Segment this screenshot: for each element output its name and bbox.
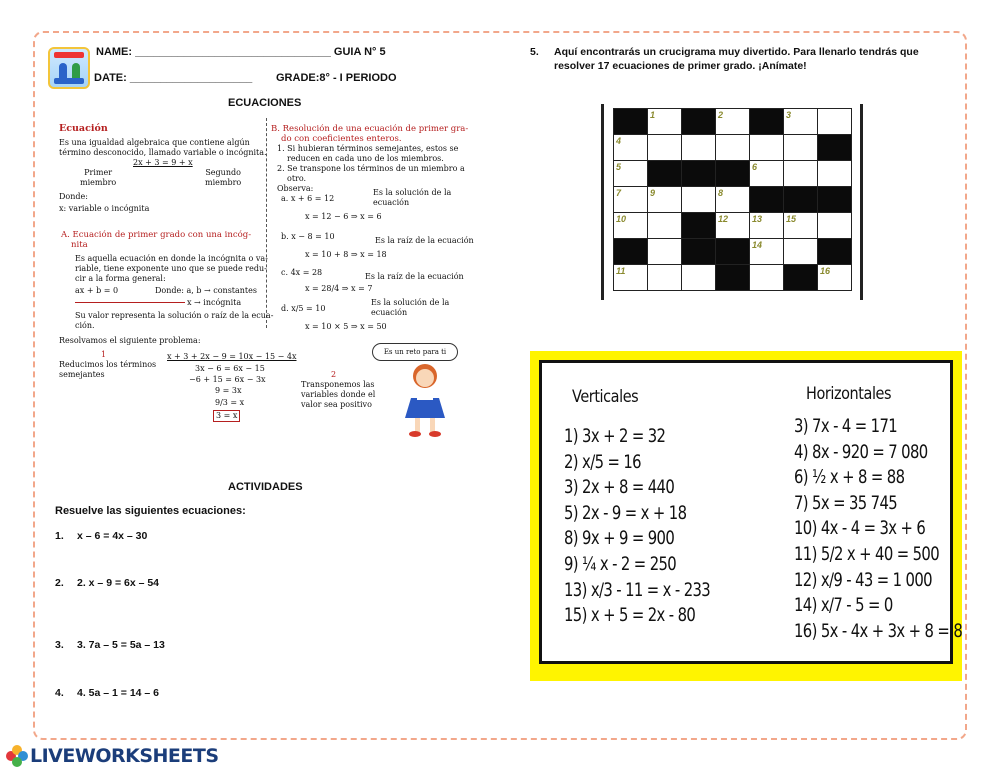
- crossword-instructions: 5. Aquí encontrarás un crucigrama muy divertido. Para llenarlo tendrás que resolver 17 ecuaciones de primer grado. ¡Anímate!: [530, 46, 919, 72]
- crossword-blocked-cell: [818, 187, 852, 213]
- crossword-cell[interactable]: 8: [716, 187, 750, 213]
- crossword-cell[interactable]: [648, 213, 682, 239]
- crossword-blocked-cell: [784, 187, 818, 213]
- date-label: DATE: ____________________: [94, 72, 253, 84]
- clue-item: 7) 5x = 35 745: [794, 491, 898, 514]
- crossword-cell[interactable]: [682, 187, 716, 213]
- crossword-blocked-cell: [614, 109, 648, 135]
- theory-title: Ecuación: [59, 123, 108, 134]
- segundo-miembro: Segundo miembro: [205, 168, 242, 187]
- example-a: a. x + 6 = 12: [281, 194, 335, 203]
- crossword-blocked-cell: [682, 161, 716, 187]
- verticales-title: Verticales: [572, 387, 639, 407]
- step-1-number: 1: [101, 350, 107, 359]
- name-label: NAME: ________________________________ GUIA N° 5: [96, 46, 386, 58]
- crossword-cell[interactable]: 15: [784, 213, 818, 239]
- crossword-blocked-cell: [716, 239, 750, 265]
- variable-text: x: variable o incógnita: [59, 204, 150, 213]
- section-a-title: A. Ecuación de primer grado con una incóg- nita: [61, 230, 252, 250]
- crossword-blocked-cell: [682, 239, 716, 265]
- example-equation: 2x + 3 = 9 + x: [133, 158, 193, 167]
- section-a-text: Es aquella ecuación en donde la incógnita o va- riable, tiene exponente uno que se puede redu- cir a la forma general:: [75, 254, 268, 283]
- crossword-blocked-cell: [818, 135, 852, 161]
- example-d-note: Es la solución de la ecuación: [371, 298, 450, 317]
- crossword-blocked-cell: [682, 109, 716, 135]
- crossword-cell[interactable]: [750, 265, 784, 291]
- exercise-3: 3. 3. 7a – 5 = 5a – 13: [55, 639, 165, 651]
- crossword-row: [614, 187, 852, 213]
- clue-item: 9) ¼ x - 2 = 250: [564, 552, 677, 575]
- crossword-cell[interactable]: 5: [614, 161, 648, 187]
- horizontales-list: [794, 414, 1000, 644]
- crossword-cell[interactable]: [648, 239, 682, 265]
- steps-text: 1. Si hubieran términos semejantes, estos se reducen en cada uno de los miembros. 2. Se transpone los términos de un miembro a otro.: [277, 144, 465, 183]
- example-c-note: Es la raíz de la ecuación: [365, 272, 464, 281]
- crossword-cell[interactable]: [750, 135, 784, 161]
- activities-title: ACTIVIDADES: [228, 481, 303, 493]
- clue-item: 14) x/7 - 5 = 0: [794, 594, 893, 617]
- donde-label: Donde:: [59, 192, 88, 201]
- example-c-solution: x = 28/4 ⇒ x = 7: [305, 284, 373, 293]
- crossword-row: [614, 213, 852, 239]
- crossword-cell[interactable]: 3: [784, 109, 818, 135]
- liveworksheets-logo-icon: [6, 745, 28, 767]
- crossword-blocked-cell: [818, 239, 852, 265]
- step-2-number: 2: [331, 370, 337, 379]
- crossword-cell[interactable]: [818, 161, 852, 187]
- clue-item: 4) 8x - 920 = 7 080: [794, 440, 928, 463]
- girl-illustration: [395, 360, 455, 440]
- primer-miembro: Primer miembro: [80, 168, 117, 187]
- crossword-cell[interactable]: 9: [648, 187, 682, 213]
- crossword-cell[interactable]: 10: [614, 213, 648, 239]
- crossword-cell[interactable]: 11: [614, 265, 648, 291]
- observa-label: Observa:: [277, 184, 314, 193]
- valor-text: Su valor representa la solución o raíz de la ecua- ción.: [75, 311, 274, 330]
- clue-item: 6) ½ x + 8 = 88: [794, 466, 905, 489]
- crossword-row: [614, 239, 852, 265]
- crossword-grid: [613, 108, 852, 291]
- problem-line-5: 9/3 = x: [215, 398, 245, 407]
- crossword-cell[interactable]: 4: [614, 135, 648, 161]
- clue-item: 1) 3x + 2 = 32: [564, 425, 666, 447]
- crossword-cell[interactable]: [648, 265, 682, 291]
- crossword-blocked-cell: [750, 187, 784, 213]
- crossword-row: [614, 265, 852, 291]
- exercise-2: 2. 2. x – 9 = 6x – 54: [55, 577, 160, 589]
- clue-item: 10) 4x - 4 = 3x + 6: [794, 517, 926, 540]
- step-2-note: Transponemos las variables donde el valor sea positivo: [301, 380, 376, 409]
- problem-title: Resolvamos el siguiente problema:: [59, 336, 201, 345]
- brand-name: LIVEWORKSHEETS: [30, 745, 219, 767]
- clue-item: 8) 9x + 9 = 900: [564, 527, 675, 550]
- crossword-blocked-cell: [682, 213, 716, 239]
- activities-subtitle: Resuelve las siguientes ecuaciones:: [55, 505, 246, 517]
- problem-line-3: −6 + 15 = 6x − 3x: [189, 375, 266, 384]
- crossword-blocked-cell: [716, 265, 750, 291]
- crossword-cell[interactable]: 13: [750, 213, 784, 239]
- example-d-solution: x = 10 × 5 ⇒ x = 50: [305, 322, 387, 331]
- problem-line-4: 9 = 3x: [215, 386, 242, 395]
- crossword-cell[interactable]: 6: [750, 161, 784, 187]
- exercise-4: 4. 4. 5a – 1 = 14 – 6: [55, 687, 160, 699]
- verticales-list: [564, 424, 751, 629]
- example-a-note: Es la solución de la ecuación: [373, 188, 452, 207]
- example-d: d. x/5 = 10: [281, 304, 326, 313]
- crossword-cell[interactable]: [818, 213, 852, 239]
- constants-text: Donde: a, b → constantes: [155, 286, 257, 295]
- section-b-title: B. Resolución de una ecuación de primer gra- do con coeficientes enteros.: [271, 124, 469, 144]
- horizontales-title: Horizontales: [806, 384, 892, 404]
- clue-item: 3) 7x - 4 = 171: [794, 415, 898, 437]
- crossword-cell[interactable]: [784, 239, 818, 265]
- crossword-cell[interactable]: [682, 135, 716, 161]
- crossword-cell[interactable]: 2: [716, 109, 750, 135]
- clue-item: 15) x + 5 = 2x - 80: [564, 604, 696, 627]
- definition-text: Es una igualdad algebraica que contiene algún término desconocido, llamado variable o incógnita.: [59, 138, 267, 157]
- step-1-note: Reducimos los términos semejantes: [59, 360, 157, 379]
- crossword-row: [614, 109, 852, 135]
- clue-item: 2) x/5 = 16: [564, 450, 641, 473]
- crossword-frame-left: [601, 104, 604, 300]
- crossword-frame-right: [860, 104, 863, 300]
- school-logo: [48, 47, 90, 89]
- crossword-row: [614, 135, 852, 161]
- example-c: c. 4x = 28: [281, 268, 323, 277]
- clue-item: 12) x/9 - 43 = 1 000: [794, 568, 932, 591]
- clue-item: 5) 2x - 9 = x + 18: [564, 501, 687, 524]
- problem-line-2: 3x − 6 = 6x − 15: [195, 364, 265, 373]
- crossword-blocked-cell: [784, 265, 818, 291]
- clue-item: 13) x/3 - 11 = x - 233: [564, 578, 711, 601]
- crossword-cell[interactable]: [784, 161, 818, 187]
- example-b-solution: x = 10 + 8 ⇒ x = 18: [305, 250, 387, 259]
- general-form: ax + b = 0: [75, 286, 119, 295]
- incognita-text: x → incógnita: [187, 298, 242, 307]
- crossword-cell[interactable]: 7: [614, 187, 648, 213]
- crossword-blocked-cell: [648, 161, 682, 187]
- example-a-solution: x = 12 − 6 ⇒ x = 6: [305, 212, 382, 221]
- section-title: ECUACIONES: [228, 97, 302, 109]
- crossword-blocked-cell: [716, 161, 750, 187]
- clue-item: 3) 2x + 8 = 440: [564, 476, 675, 499]
- crossword-blocked-cell: [750, 109, 784, 135]
- crossword-row: [614, 161, 852, 187]
- example-b: b. x − 8 = 10: [281, 232, 335, 241]
- grade-label: GRADE:8° - I PERIODO: [276, 72, 397, 84]
- crossword-cell[interactable]: [716, 135, 750, 161]
- crossword-cell[interactable]: [784, 135, 818, 161]
- problem-line-1: x + 3 + 2x − 9 = 10x − 15 − 4x: [167, 352, 297, 361]
- clue-item: 11) 5/2 x + 40 = 500: [794, 542, 940, 565]
- crossword-cell[interactable]: [648, 135, 682, 161]
- crossword-blocked-cell: [614, 239, 648, 265]
- example-b-note: Es la raíz de la ecuación: [375, 236, 474, 245]
- crossword-cell[interactable]: 16: [818, 265, 852, 291]
- crossword-cell[interactable]: [818, 109, 852, 135]
- crossword-cell[interactable]: 14: [750, 239, 784, 265]
- exercise-1: 1. x – 6 = 4x – 30: [55, 530, 148, 542]
- crossword-cell[interactable]: 12: [716, 213, 750, 239]
- crossword-cell[interactable]: 1: [648, 109, 682, 135]
- challenge-bubble: Es un reto para ti: [372, 343, 458, 361]
- crossword-cell[interactable]: [682, 265, 716, 291]
- problem-answer: 3 = x: [213, 410, 240, 422]
- clue-item: 16) 5x - 4x + 3x + 8 = 8: [794, 619, 963, 642]
- footer-brand: [6, 744, 219, 768]
